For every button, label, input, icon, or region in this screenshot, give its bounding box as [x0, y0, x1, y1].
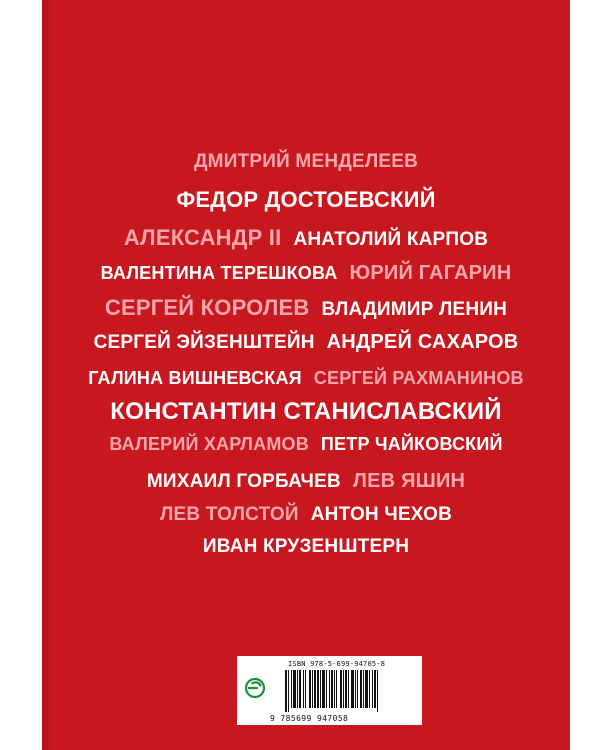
person-name: СЕРГЕЙ РАХМАНИНОВ	[313, 368, 524, 388]
person-name: АНДРЕЙ САХАРОВ	[326, 331, 519, 353]
person-name: ВАЛЕНТИНА ТЕРЕШКОВА	[100, 263, 338, 283]
names-row	[42, 189, 570, 211]
barcode-bar	[293, 670, 296, 708]
names-row	[42, 227, 570, 249]
barcode-bar	[340, 670, 342, 708]
person-name: КОНСТАНТИН СТАНИСЛАВСКИЙ	[110, 398, 502, 425]
names-row	[42, 435, 570, 453]
person-name: ЛЕВ ЯШИН	[352, 470, 466, 492]
person-name: АЛЕКСАНДР II	[123, 225, 282, 250]
eksmo-logo-icon	[244, 677, 266, 699]
person-name: ВЛАДИМИР ЛЕНИН	[321, 299, 508, 320]
barcode-bar	[329, 670, 330, 708]
person-name: ИВАН КРУЗЕНШТЕРН	[202, 536, 410, 557]
barcode-bar	[326, 670, 327, 708]
names-row	[42, 471, 570, 491]
names-row	[42, 400, 570, 424]
person-name: ПЕТР ЧАЙКОВСКИЙ	[320, 434, 503, 454]
barcode-bar	[343, 670, 344, 708]
barcode-bar	[291, 670, 292, 708]
barcode-bar	[345, 670, 347, 708]
barcode-bars	[284, 670, 418, 712]
barcode-bar	[299, 670, 301, 708]
barcode-bar	[322, 670, 325, 708]
person-name: АНТОН ЧЕХОВ	[310, 504, 453, 525]
names-row	[42, 505, 570, 524]
barcode-bar	[288, 670, 289, 712]
barcode-bar	[312, 670, 313, 708]
barcode-bar	[285, 670, 287, 712]
person-name: ЮРИЙ ГАГАРИН	[349, 262, 512, 284]
barcode-bar	[351, 670, 354, 708]
barcode-bar	[334, 670, 335, 708]
barcode-bar	[377, 670, 378, 712]
barcode-bar	[303, 670, 304, 708]
barcode-bar	[365, 670, 368, 708]
person-name: СЕРГЕЙ ЭЙЗЕНШТЕЙН	[93, 332, 315, 353]
barcode-bar	[372, 670, 373, 708]
names-row	[42, 263, 570, 283]
names-row	[42, 152, 570, 171]
barcode-bar	[317, 670, 319, 708]
person-name: ДМИТРИЙ МЕНДЕЛЕЕВ	[193, 151, 419, 172]
barcode-number: 9 785699 947058	[270, 714, 349, 723]
barcode-bar	[305, 670, 306, 708]
person-name: ФЕДОР ДОСТОЕВСКИЙ	[176, 187, 436, 212]
barcode-bar	[309, 670, 311, 708]
barcode-bar	[314, 670, 316, 708]
barcode-bar	[320, 670, 321, 708]
person-name: АНАТОЛИЙ КАРПОВ	[293, 229, 489, 250]
isbn-text: ISBN 978-5-699-94705-8	[288, 660, 386, 668]
names-row	[42, 537, 570, 556]
person-name: ВАЛЕРИЙ ХАРЛАМОВ	[109, 434, 309, 454]
barcode-panel	[237, 656, 422, 725]
names-row	[42, 332, 570, 352]
barcode-bar	[360, 670, 362, 708]
person-name: СЕРГЕЙ КОРОЛЕВ	[104, 295, 310, 320]
names-row	[42, 297, 570, 319]
person-name: ЛЕВ ТОЛСТОЙ	[159, 504, 299, 525]
barcode-bar	[297, 670, 298, 708]
barcode-bar	[355, 670, 356, 708]
names-row	[42, 369, 570, 387]
barcode-bar	[357, 670, 358, 708]
barcode-bar	[369, 670, 370, 708]
barcode-bar	[331, 670, 333, 708]
barcode-bar	[363, 670, 364, 708]
barcode-bar	[348, 670, 349, 708]
person-name: ГАЛИНА ВИШНЕВСКАЯ	[88, 368, 302, 388]
barcode-bar	[374, 670, 376, 708]
person-name: МИХАИЛ ГОРБАЧЕВ	[146, 471, 341, 492]
barcode-bar	[336, 670, 337, 708]
